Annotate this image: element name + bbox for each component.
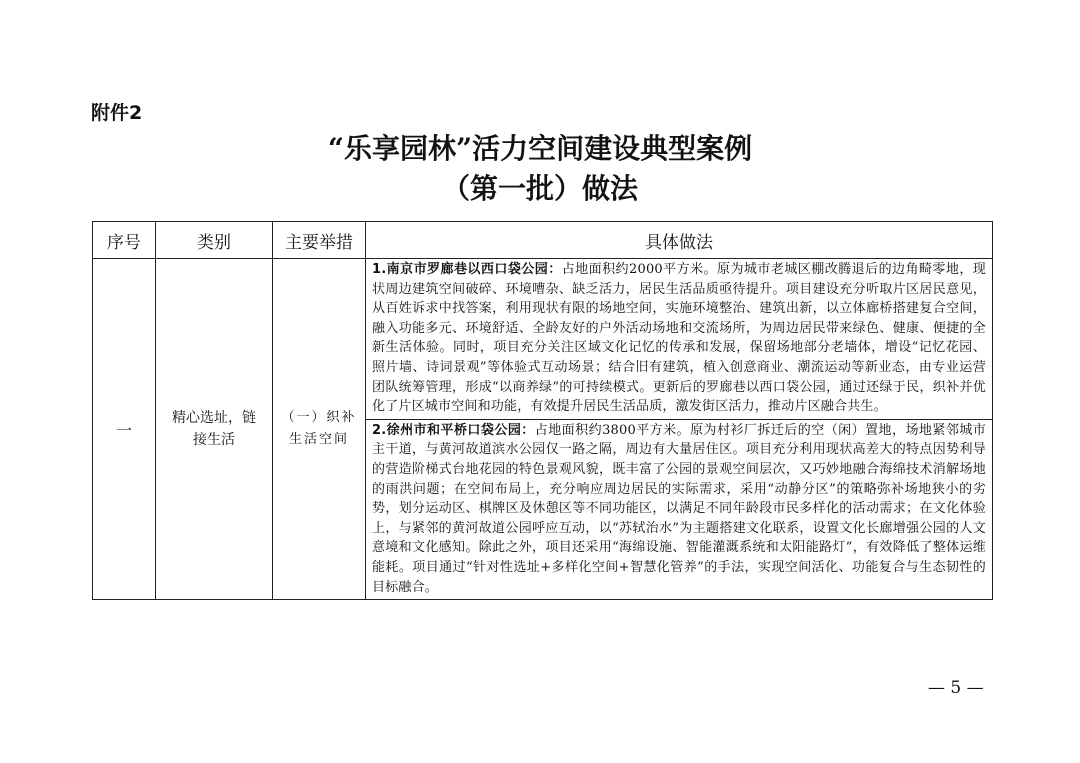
document-title: “乐享园林”活力空间建设典型案例 — [327, 132, 753, 165]
case-cell-2 — [366, 419, 993, 599]
page-number: — 5 — — [928, 678, 984, 698]
cell-category — [156, 259, 273, 600]
practice-table — [92, 221, 993, 600]
header-measure: 主要举措 — [273, 222, 366, 259]
attachment-label: 附件2 — [91, 102, 143, 124]
measure-text: （一）织补生活空间 — [281, 410, 357, 448]
cell-seq: 一 — [93, 259, 156, 600]
category-text: 精心选址，链接生活 — [172, 410, 256, 449]
header-practice: 具体做法 — [366, 222, 993, 259]
header-category: 类别 — [156, 222, 273, 259]
document-subtitle: （第一批）做法 — [441, 172, 638, 205]
table-header-row — [93, 222, 993, 259]
case-text: 占地面积约3800平方米。原为村衫厂拆迁后的空（闲）置地，场地紧邻城市主干道，与黄河故道滨水公园仅一路之隔，周边有大量居住区。项目充分利用现状高差大的特点因势利导的营造阶梯式台地花园的特色景观风貌，既丰富了公园的景观空间层次，又巧妙地融合海绵技术消解场地的雨洪问题；在空间布局上，充分响应周边居民的实际需求，采用“动静分区”的策略弥补场地狭小的劣势，划分运动区、棋牌区及休憩区等不同功能区，以满足不同年龄段市民多样化的活动需求；在文化体验上，与紧邻的黄河故道公园呼应互动，以“苏轼治水”为主题搭建文化联系，设置文化长廊增强公园的人文意境和文化感知。除此之外，项目还采用“海绵设施、智能灌溉系统和太阳能路灯”，有效降低了整体运维能耗。项目通过“针对性选址+多样化空间+智慧化管养”的手法，实现空间活化、功能复合与生态韧性的目标融合。 — [372, 422, 986, 595]
cell-measure — [273, 259, 366, 600]
case-name: 1.南京市罗廊巷以西口袋公园： — [372, 262, 562, 277]
case-text: 占地面积约2000平方米。原为城市老城区棚改腾退后的边角畸零地，现状周边建筑空间破碎、环境嘈杂、缺乏活力，居民生活品质亟待提升。项目建设充分听取片区居民意见，从百姓诉求中找答案，利用现状有限的场地空间，实施环境整治、建筑出新，以立体廊桥搭建复合空间，融入功能多元、环境舒适、全龄友好的户外活动场地和交流场所，为周边居民带来绿色、健康、便捷的全新生活体验。同时，项目充分关注区域文化记忆的传承和发展，保留场地部分老墙体，增设“记忆花园、照片墙、诗词景观”等体验式互动场景；结合旧有建筑，植入创意商业、潮流运动等新业态，由专业运营团队统筹管理，形成“以商养绿”的可持续模式。更新后的罗廊巷以西口袋公园，通过还绿于民，织补并优化了片区城市空间和功能，有效提升居民生活品质，激发街区活力，推动片区融合共生。 — [372, 262, 987, 415]
header-seq: 序号 — [93, 222, 156, 259]
table-row — [93, 259, 993, 420]
case-cell-1 — [366, 259, 993, 420]
case-name: 2.徐州市和平桥口袋公园： — [372, 422, 535, 438]
